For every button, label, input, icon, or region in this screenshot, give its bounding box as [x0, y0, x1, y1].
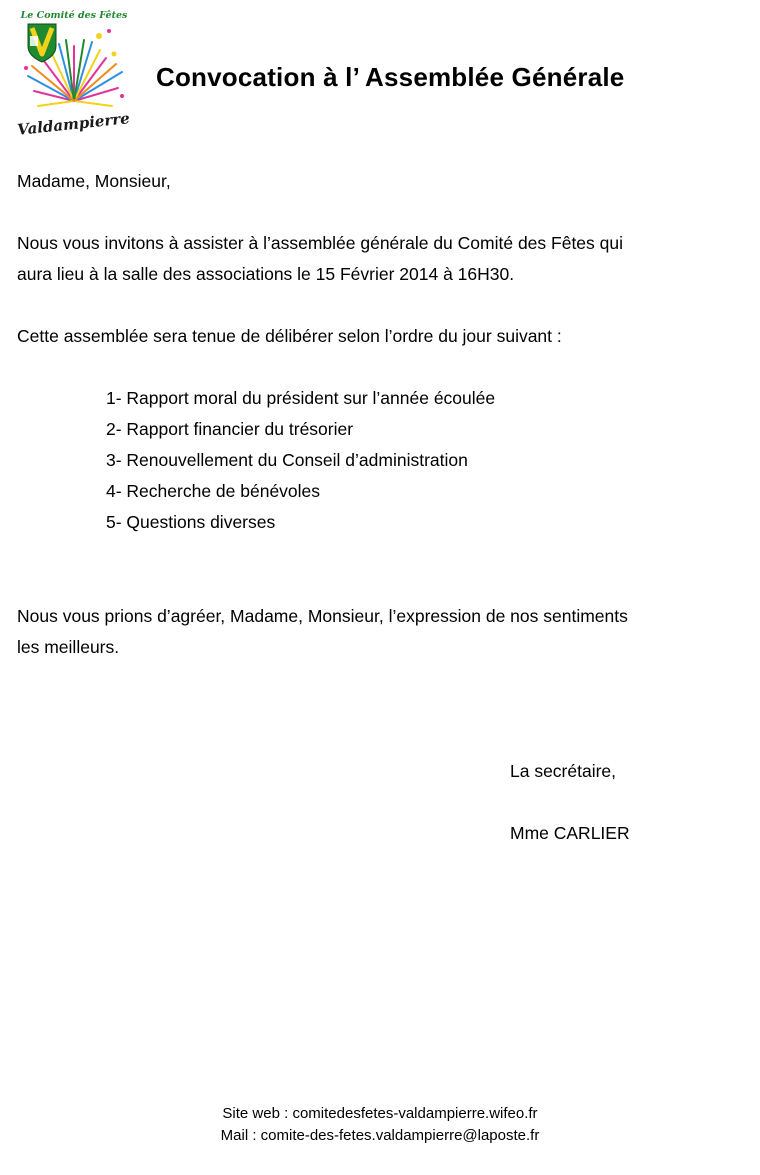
closing-line-2: les meilleurs. [17, 637, 120, 657]
agenda-item: 3- Renouvellement du Conseil d’administration [106, 450, 468, 470]
svg-text:Valdampierre: Valdampierre [16, 109, 131, 139]
footer-website: Site web : comitedesfetes-valdampierre.wifeo.fr [222, 1105, 538, 1122]
signature-name: Mme CARLIER [510, 823, 630, 843]
footer-contact [0, 1103, 760, 1147]
agenda-item: 4- Recherche de bénévoles [106, 481, 321, 501]
agenda-item: 5- Questions diverses [106, 512, 276, 532]
page-title: Convocation à l’ Assemblée Générale [156, 62, 625, 92]
fireworks-logo-graphic [14, 6, 134, 148]
agenda-intro: Cette assemblée sera tenue de délibérer selon l’ordre du jour suivant : [17, 326, 562, 346]
signature-role: La secrétaire, [510, 761, 617, 781]
intro-line-1: Nous vous invitons à assister à l’assemblée générale du Comité des Fêtes qui [17, 233, 624, 253]
closing-line-1: Nous vous prions d’agréer, Madame, Monsieur, l’expression de nos sentiments [17, 606, 628, 626]
comite-logo [14, 6, 134, 148]
agenda-list [106, 383, 495, 538]
agenda-item: 1- Rapport moral du président sur l’année écoulée [106, 388, 496, 408]
footer-email: Mail : comite-des-fetes.valdampierre@laposte.fr [220, 1127, 540, 1144]
svg-text:Le Comité des Fêtes: Le Comité des Fêtes [20, 10, 128, 21]
intro-line-2: aura lieu à la salle des associations le 15 Février 2014 à 16H30. [17, 264, 515, 284]
salutation: Madame, Monsieur, [17, 171, 171, 191]
agenda-item: 2- Rapport financier du trésorier [106, 419, 354, 439]
